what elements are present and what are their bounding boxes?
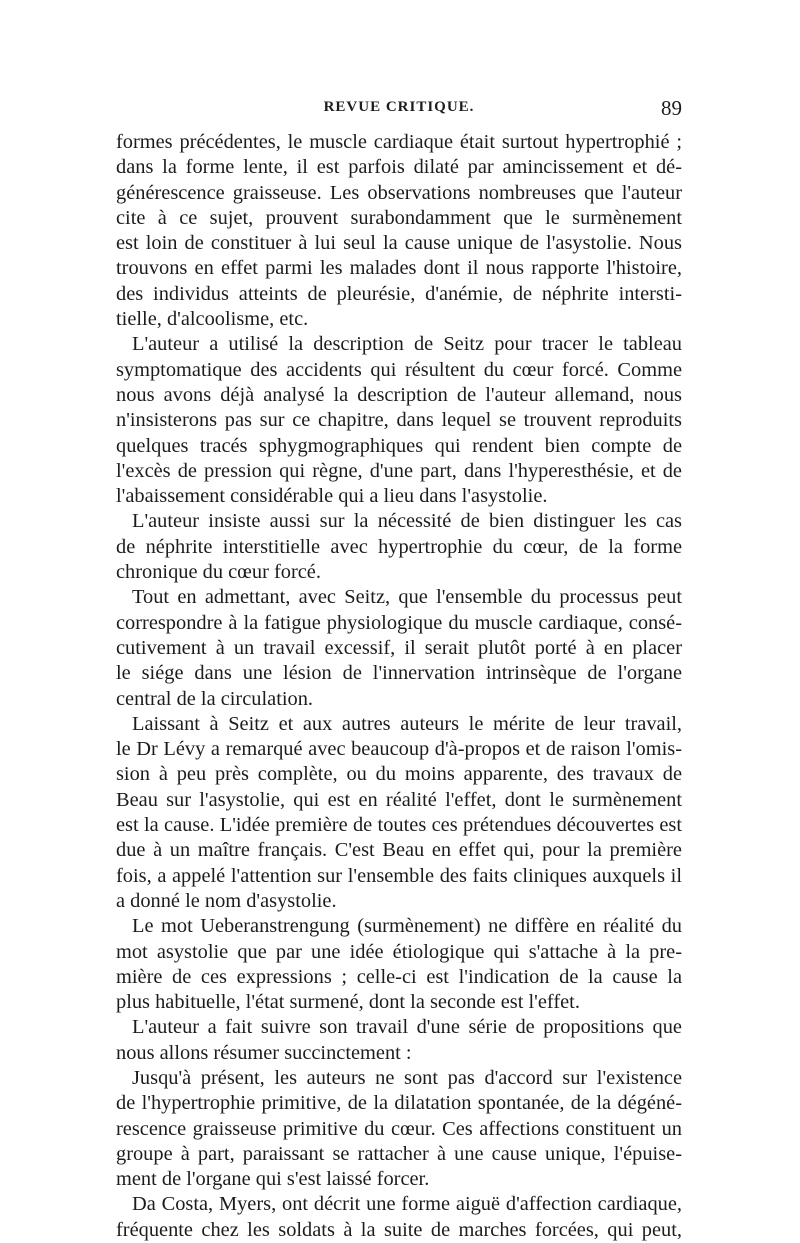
text-line: L'auteur a fait suivre son travail d'une série de propositions que — [132, 1016, 682, 1039]
text-line: symptomatique des accidents qui résultent du cœur forcé. Comme — [116, 358, 682, 381]
text-line: Laissant à Seitz et aux autres auteurs le mérite de leur travail, — [132, 712, 682, 735]
text-line: générescence graisseuse. Les observations nombreuses que l'auteur — [116, 181, 682, 204]
text-line: chronique du cœur forcé. — [116, 561, 321, 584]
text-line: n'insisterons pas sur ce chapitre, dans lequel se trouvent reproduits — [116, 409, 682, 432]
text-line: mière de ces expressions ; celle-ci est l'indication de la cause la — [116, 965, 682, 988]
text-line: fréquente chez les soldats à la suite de marches forcées, qui peut, — [116, 1218, 682, 1241]
text-line: le Dr Lévy a remarqué avec beaucoup d'à-propos et de raison l'omis- — [116, 738, 682, 761]
text-line: est la cause. L'idée première de toutes ces prétendues découvertes est — [116, 814, 682, 837]
text-line: nous allons résumer succinctement : — [116, 1041, 412, 1064]
text-line: de néphrite interstitielle avec hypertrophie du cœur, de la forme — [116, 535, 682, 558]
text-line: Jusqu'à présent, les auteurs ne sont pas d'accord sur l'existence — [132, 1066, 682, 1089]
text-line: des individus atteints de pleurésie, d'anémie, de néphrite intersti- — [116, 282, 682, 305]
text-line: sion à peu près complète, ou du moins apparente, des travaux de — [116, 763, 682, 786]
text-line: l'abaissement considérable qui a lieu dans l'asystolie. — [116, 485, 548, 508]
body-text — [116, 130, 682, 1243]
text-line: formes précédentes, le muscle cardiaque était surtout hypertrophié ; — [116, 131, 682, 153]
text-line: fois, a appelé l'attention sur l'ensemble des faits cliniques auxquels il — [116, 864, 682, 887]
text-line: mot asystolie que par une idée étiologique qui s'attache à la pre- — [116, 940, 682, 963]
text-line: trouvons en effet parmi les malades dont il nous rapporte l'histoire, — [116, 257, 682, 280]
text-line: Da Costa, Myers, ont décrit une forme aiguë d'affection cardiaque, — [132, 1193, 682, 1216]
text-line: L'auteur insiste aussi sur la nécessité de bien distinguer les cas — [132, 510, 682, 533]
text-line: cutivement à un travail excessif, il serait plutôt porté à en placer — [116, 636, 682, 659]
page-header — [116, 96, 682, 125]
text-line: le siége dans une lésion de l'innervation intrinsèque de l'organe — [116, 662, 682, 685]
text-line: tielle, d'alcoolisme, etc. — [116, 308, 309, 331]
text-line: Le mot Ueberanstrengung (surmènement) ne diffère en réalité du — [132, 915, 682, 938]
text-line: groupe à part, paraissant se rattacher à une cause unique, l'épuise- — [116, 1142, 682, 1165]
text-line: est loin de constituer à lui seul la cause unique de l'asystolie. Nous — [116, 232, 682, 255]
page-number: 89 — [661, 96, 682, 120]
text-line: dans la forme lente, il est parfois dilaté par amincissement et dé- — [116, 156, 682, 179]
text-line: rescence graisseuse primitive du cœur. Ces affections constituent un — [116, 1117, 682, 1140]
text-line: cite à ce sujet, prouvent surabondamment que le surmènement — [116, 206, 682, 229]
text-line: Tout en admettant, avec Seitz, que l'ensemble du processus peut — [132, 586, 682, 609]
text-line: plus habituelle, l'état surmené, dont la seconde est l'effet. — [116, 991, 580, 1014]
text-line: central de la circulation. — [116, 687, 314, 710]
text-line: ment de l'organe qui s'est laissé forcer. — [116, 1168, 430, 1191]
text-line: L'auteur a utilisé la description de Seitz pour tracer le tableau — [132, 333, 682, 356]
text-line: due à un maître français. C'est Beau en effet qui, pour la première — [116, 839, 682, 862]
text-line: l'excès de pression qui règne, d'une part, dans l'hyperesthésie, et de — [116, 459, 682, 482]
text-line: Beau sur l'asystolie, qui est en réalité l'effet, dont le surmènement — [116, 788, 682, 811]
text-line: a donné le nom d'asystolie. — [116, 889, 337, 912]
text-line: de l'hypertrophie primitive, de la dilatation spontanée, de la dégéné- — [116, 1092, 682, 1115]
text-line: quelques tracés sphygmographiques qui rendent bien compte de — [116, 434, 682, 457]
text-line: nous avons déjà analysé la description de l'auteur allemand, nous — [116, 383, 682, 406]
text-line: correspondre à la fatigue physiologique du muscle cardiaque, consé- — [116, 611, 682, 634]
running-title: REVUE CRITIQUE. — [323, 99, 475, 115]
